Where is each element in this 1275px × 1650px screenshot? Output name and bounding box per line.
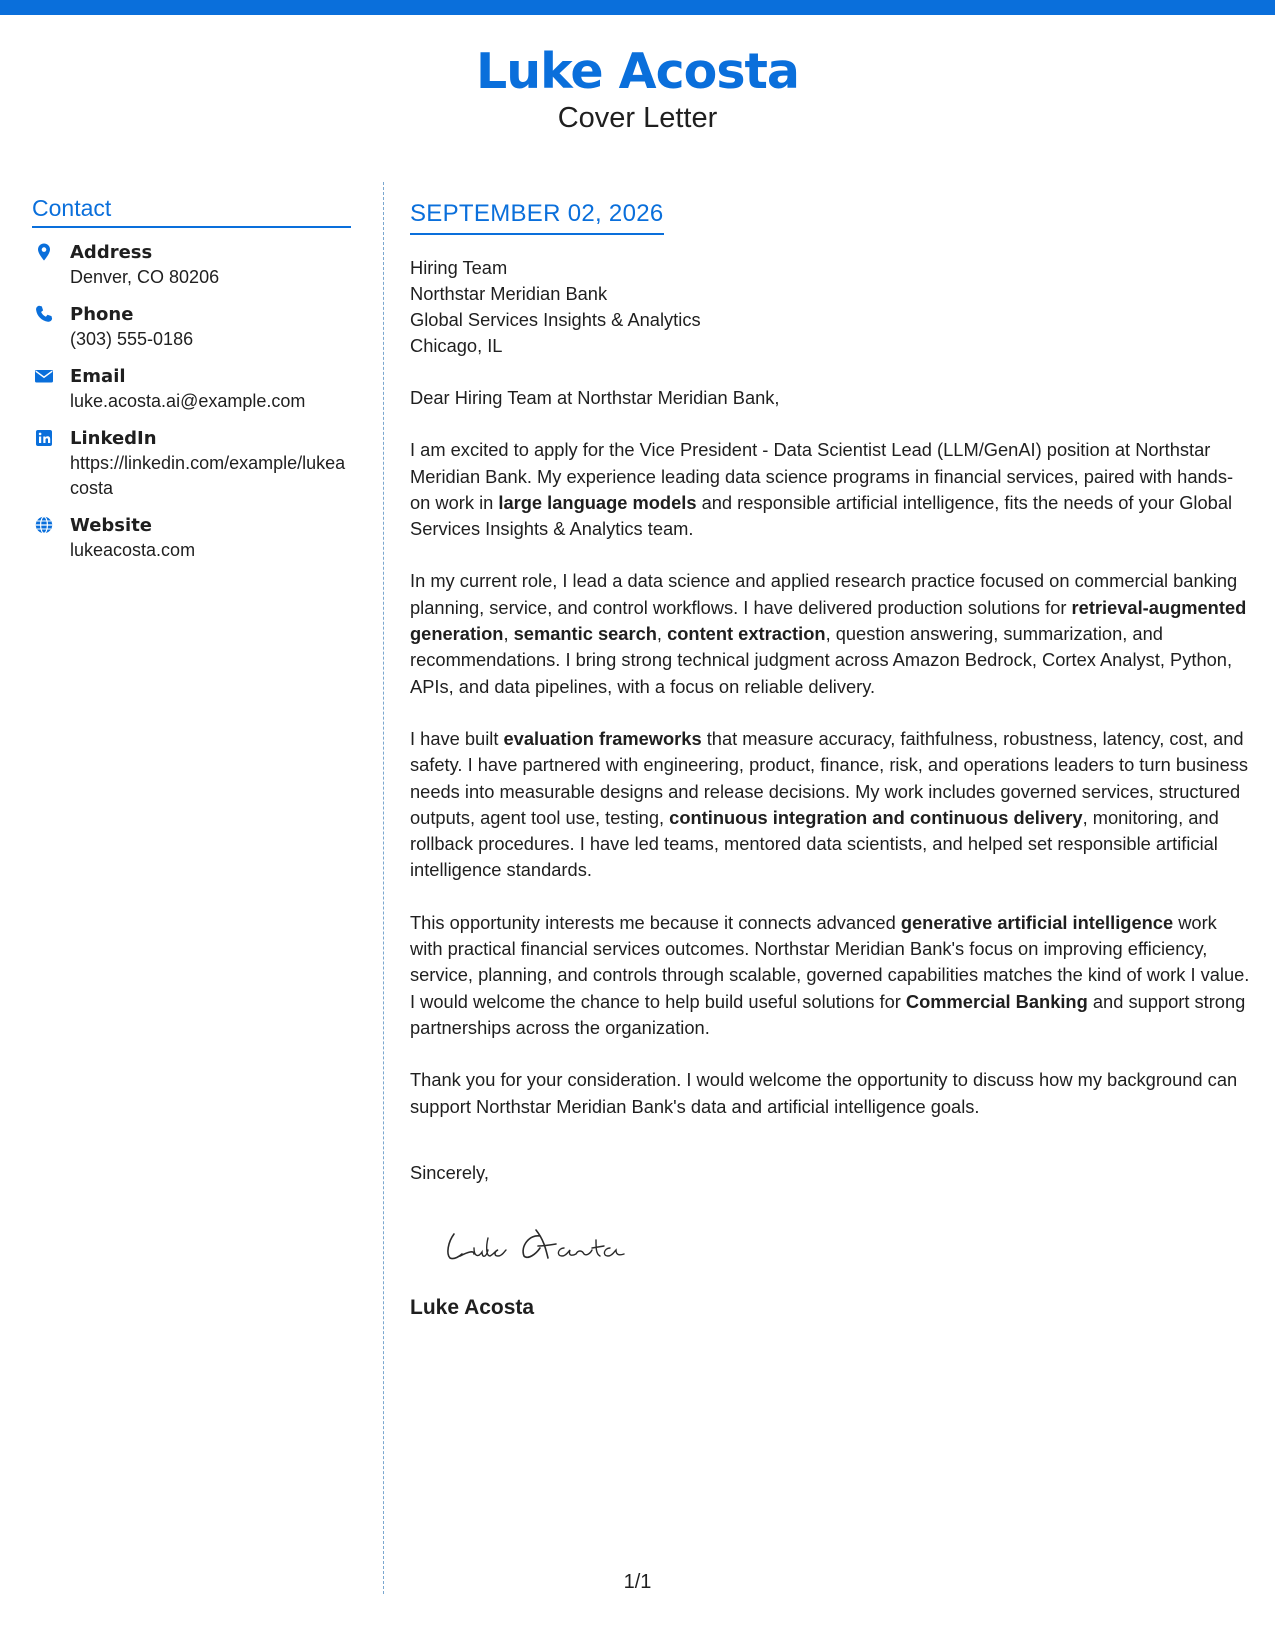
paragraph-text: and responsible artificial intelligence, fits the needs of your Global Services Insights & Analytics team.	[410, 491, 1233, 540]
emphasis-text: retrieval-augmented generation	[410, 596, 1247, 645]
paragraph-text: I am excited to apply for the Vice President - Data Scientist Lead (LLM/GenAI) position at Northstar Meridian Bank. My experience leading data science programs in financial services, paired with hands-on work in	[410, 439, 1234, 513]
linkedin-value[interactable]: https://linkedin.com/example/lukeacosta	[70, 453, 346, 498]
contact-item-website	[32, 513, 351, 563]
page-number: 1/1	[623, 1571, 652, 1593]
contact-label: LinkedIn	[70, 428, 157, 449]
website-value[interactable]: lukeacosta.com	[70, 540, 196, 560]
contact-label: Phone	[70, 304, 134, 325]
handwritten-signature	[440, 1220, 640, 1270]
contact-item-email	[32, 364, 351, 414]
paragraph-text: ,	[656, 623, 668, 645]
paragraph-1	[410, 437, 1250, 542]
emphasis-text: evaluation frameworks	[503, 727, 702, 749]
emphasis-text: continuous integration and continuous delivery	[669, 806, 1083, 828]
document-subtitle: Cover Letter	[557, 102, 718, 134]
emphasis-text: generative artificial intelligence	[900, 911, 1174, 933]
linkedin-icon	[34, 428, 54, 448]
contact-sidebar	[32, 193, 351, 575]
salutation: Dear Hiring Team at Northstar Meridian Bank,	[410, 387, 780, 408]
paragraph-text: In my current role, I lead a data science and applied research practice focused on commercial banking planning, service, and control workflows. I have delivered production solutions for	[410, 570, 1238, 618]
phone-icon	[34, 304, 54, 324]
applicant-name: Luke Acosta	[476, 43, 799, 100]
contact-label: Website	[70, 515, 153, 536]
paragraph-5: Thank you for your consideration. I would welcome the opportunity to discuss how my background can support Northstar Meridian Bank's data and artificial intelligence goals.	[410, 1069, 1238, 1117]
phone-value: (303) 555-0186	[70, 329, 194, 349]
contact-heading: Contact	[32, 193, 351, 228]
email-value[interactable]: luke.acosta.ai@example.com	[70, 391, 306, 411]
recipient-block	[410, 255, 1250, 359]
paragraph-text: and support strong partnerships across the organization.	[410, 990, 1246, 1038]
recipient-line: Global Services Insights & Analytics	[410, 309, 701, 330]
paragraph-text: I have built	[410, 727, 504, 749]
top-accent-bar	[0, 0, 1275, 15]
letter-body	[410, 198, 1250, 1322]
signer-name: Luke Acosta	[410, 1295, 535, 1319]
contact-item-phone	[32, 302, 351, 352]
recipient-line: Chicago, IL	[410, 335, 503, 356]
contact-label: Address	[70, 242, 153, 263]
emphasis-text: content extraction	[667, 623, 826, 645]
paragraph-text: that measure accuracy, faithfulness, robustness, latency, cost, and safety. I have partnered with engineering, product, finance, risk, and operations leaders to turn business needs into measurable designs and release decisions. My work includes governed services, structured outputs, agent tool use, testing,	[410, 727, 1249, 828]
paragraph-text: This opportunity interests me because it connects advanced	[410, 911, 901, 933]
contact-label: Email	[70, 366, 126, 387]
emphasis-text: semantic search	[513, 623, 657, 645]
envelope-icon	[34, 366, 54, 386]
paragraph-3	[410, 726, 1250, 884]
letter-date: SEPTEMBER 02, 2026	[410, 198, 664, 235]
contact-item-address	[32, 240, 351, 290]
emphasis-text: large language models	[498, 491, 697, 513]
paragraph-text: ,	[503, 623, 514, 645]
paragraph-text: work with practical financial services outcomes. Northstar Meridian Bank's focus on improving efficiency, service, planning, and controls through scalable, governed capabilities matches the kind of work I value. I would welcome the chance to help build useful solutions for	[410, 911, 1250, 1012]
closing: Sincerely,	[410, 1161, 489, 1183]
paragraph-2	[410, 568, 1250, 699]
emphasis-text: Commercial Banking	[905, 990, 1088, 1012]
contact-list	[32, 240, 351, 563]
recipient-line: Northstar Meridian Bank	[410, 283, 608, 304]
paragraph-text: , monitoring, and rollback procedures. I have led teams, mentored data scientists, and helped set responsible artificial intelligence standards.	[410, 806, 1219, 881]
paragraph-text: , question answering, summarization, and recommendations. I bring strong technical judgment across Amazon Bedrock, Cortex Analyst, Python, APIs, and data pipelines, with a focus on reliable delivery.	[410, 623, 1233, 697]
globe-icon	[34, 515, 54, 535]
map-pin-icon	[34, 242, 54, 262]
recipient-line: Hiring Team	[410, 257, 508, 278]
paragraph-4	[410, 910, 1250, 1041]
address-value: Denver, CO 80206	[70, 267, 220, 287]
contact-item-linkedin	[32, 426, 351, 501]
column-divider	[383, 182, 384, 1594]
